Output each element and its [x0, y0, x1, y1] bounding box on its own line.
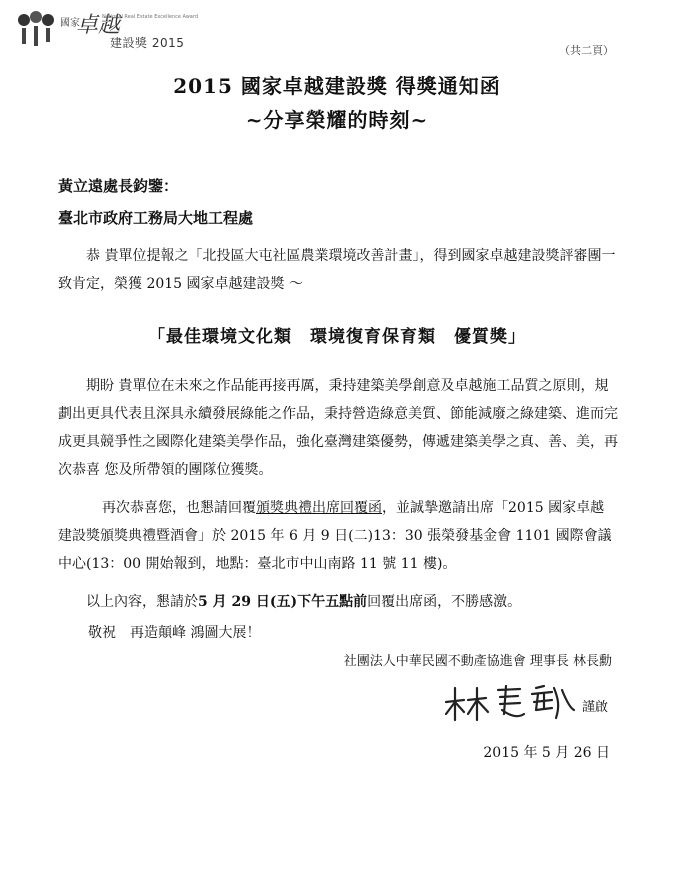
award-category: 「最佳環境文化類 環境復育保育類 優質獎」 [148, 327, 526, 347]
paragraph-congratulation: 恭 貴單位提報之「北投區大屯社區農業環境改善計畫」，得到國家卓越建設獎評審團一致肯定，榮獲 2015 國家卓越建設獎 ～ [58, 248, 616, 292]
page-title: 2015 國家卓越建設獎 得獎通知函 [173, 74, 501, 98]
paragraph-deadline [58, 588, 618, 616]
logo-tag: 建設獎 2015 [110, 36, 185, 50]
deadline-text-2: 回覆出席函，不勝感激。 [367, 594, 522, 610]
reply-form-link-text: 頒獎典禮出席回覆函 [256, 500, 382, 516]
page-subtitle: ~分享榮耀的時刻~ [245, 108, 429, 132]
paragraph-invitation [58, 494, 618, 578]
paragraph-expectation: 期盼 貴單位在未來之作品能再接再厲，秉持建築美學創意及卓越施工品質之原則，規劃出更具代表且深具永續發展綠能之作品，秉持營造綠意美質、節能減廢之綠建築、進而完成更具競爭性之國際化建築美學作品，強化臺灣建築優勢，傳遞建築美學之真、善、美，再次恭喜 您及所帶領的團隊位獲獎。 [58, 378, 618, 478]
logo-brand-small: 國家 [60, 18, 80, 29]
award-logo [14, 8, 244, 54]
logo-big-chars: 卓越 [76, 13, 121, 38]
respectfully-word: 謹啟 [582, 700, 609, 715]
sender-line: 社團法人中華民國不動產協進會 理事長 林長勳 [343, 654, 612, 669]
letter-date: 2015 年 5 月 26 日 [483, 745, 610, 761]
invitation-text-2: ，並誠摯邀請出席「2015 國家卓越建設獎頒獎典禮暨酒會」於 2015 年 6 月 9 日(二)13：30 張榮發基金會 1101 國際會議中心(13：00 開始報到，地點：臺北市中山南路 11 號 11 樓)。 [58, 500, 612, 572]
handwritten-signature [440, 680, 580, 724]
deadline-date: 5 月 29 日(五)下午五點前 [198, 594, 368, 610]
invitation-text-1: 再次恭喜您，也懇請回覆 [102, 500, 256, 516]
organization: 臺北市政府工務局大地工程處 [58, 209, 254, 227]
closing-wishes: 敬祝 再造顛峰 鴻圖大展！ [88, 625, 261, 641]
page-count: （共二頁） [559, 44, 614, 57]
deadline-text-1: 以上內容，懇請於 [86, 594, 198, 610]
logo-subtext: National Real Estate Excellence Award [102, 14, 199, 20]
logo-mark-icon [14, 10, 58, 50]
salutation: 黃立遠處長鈞鑒： [58, 177, 179, 195]
